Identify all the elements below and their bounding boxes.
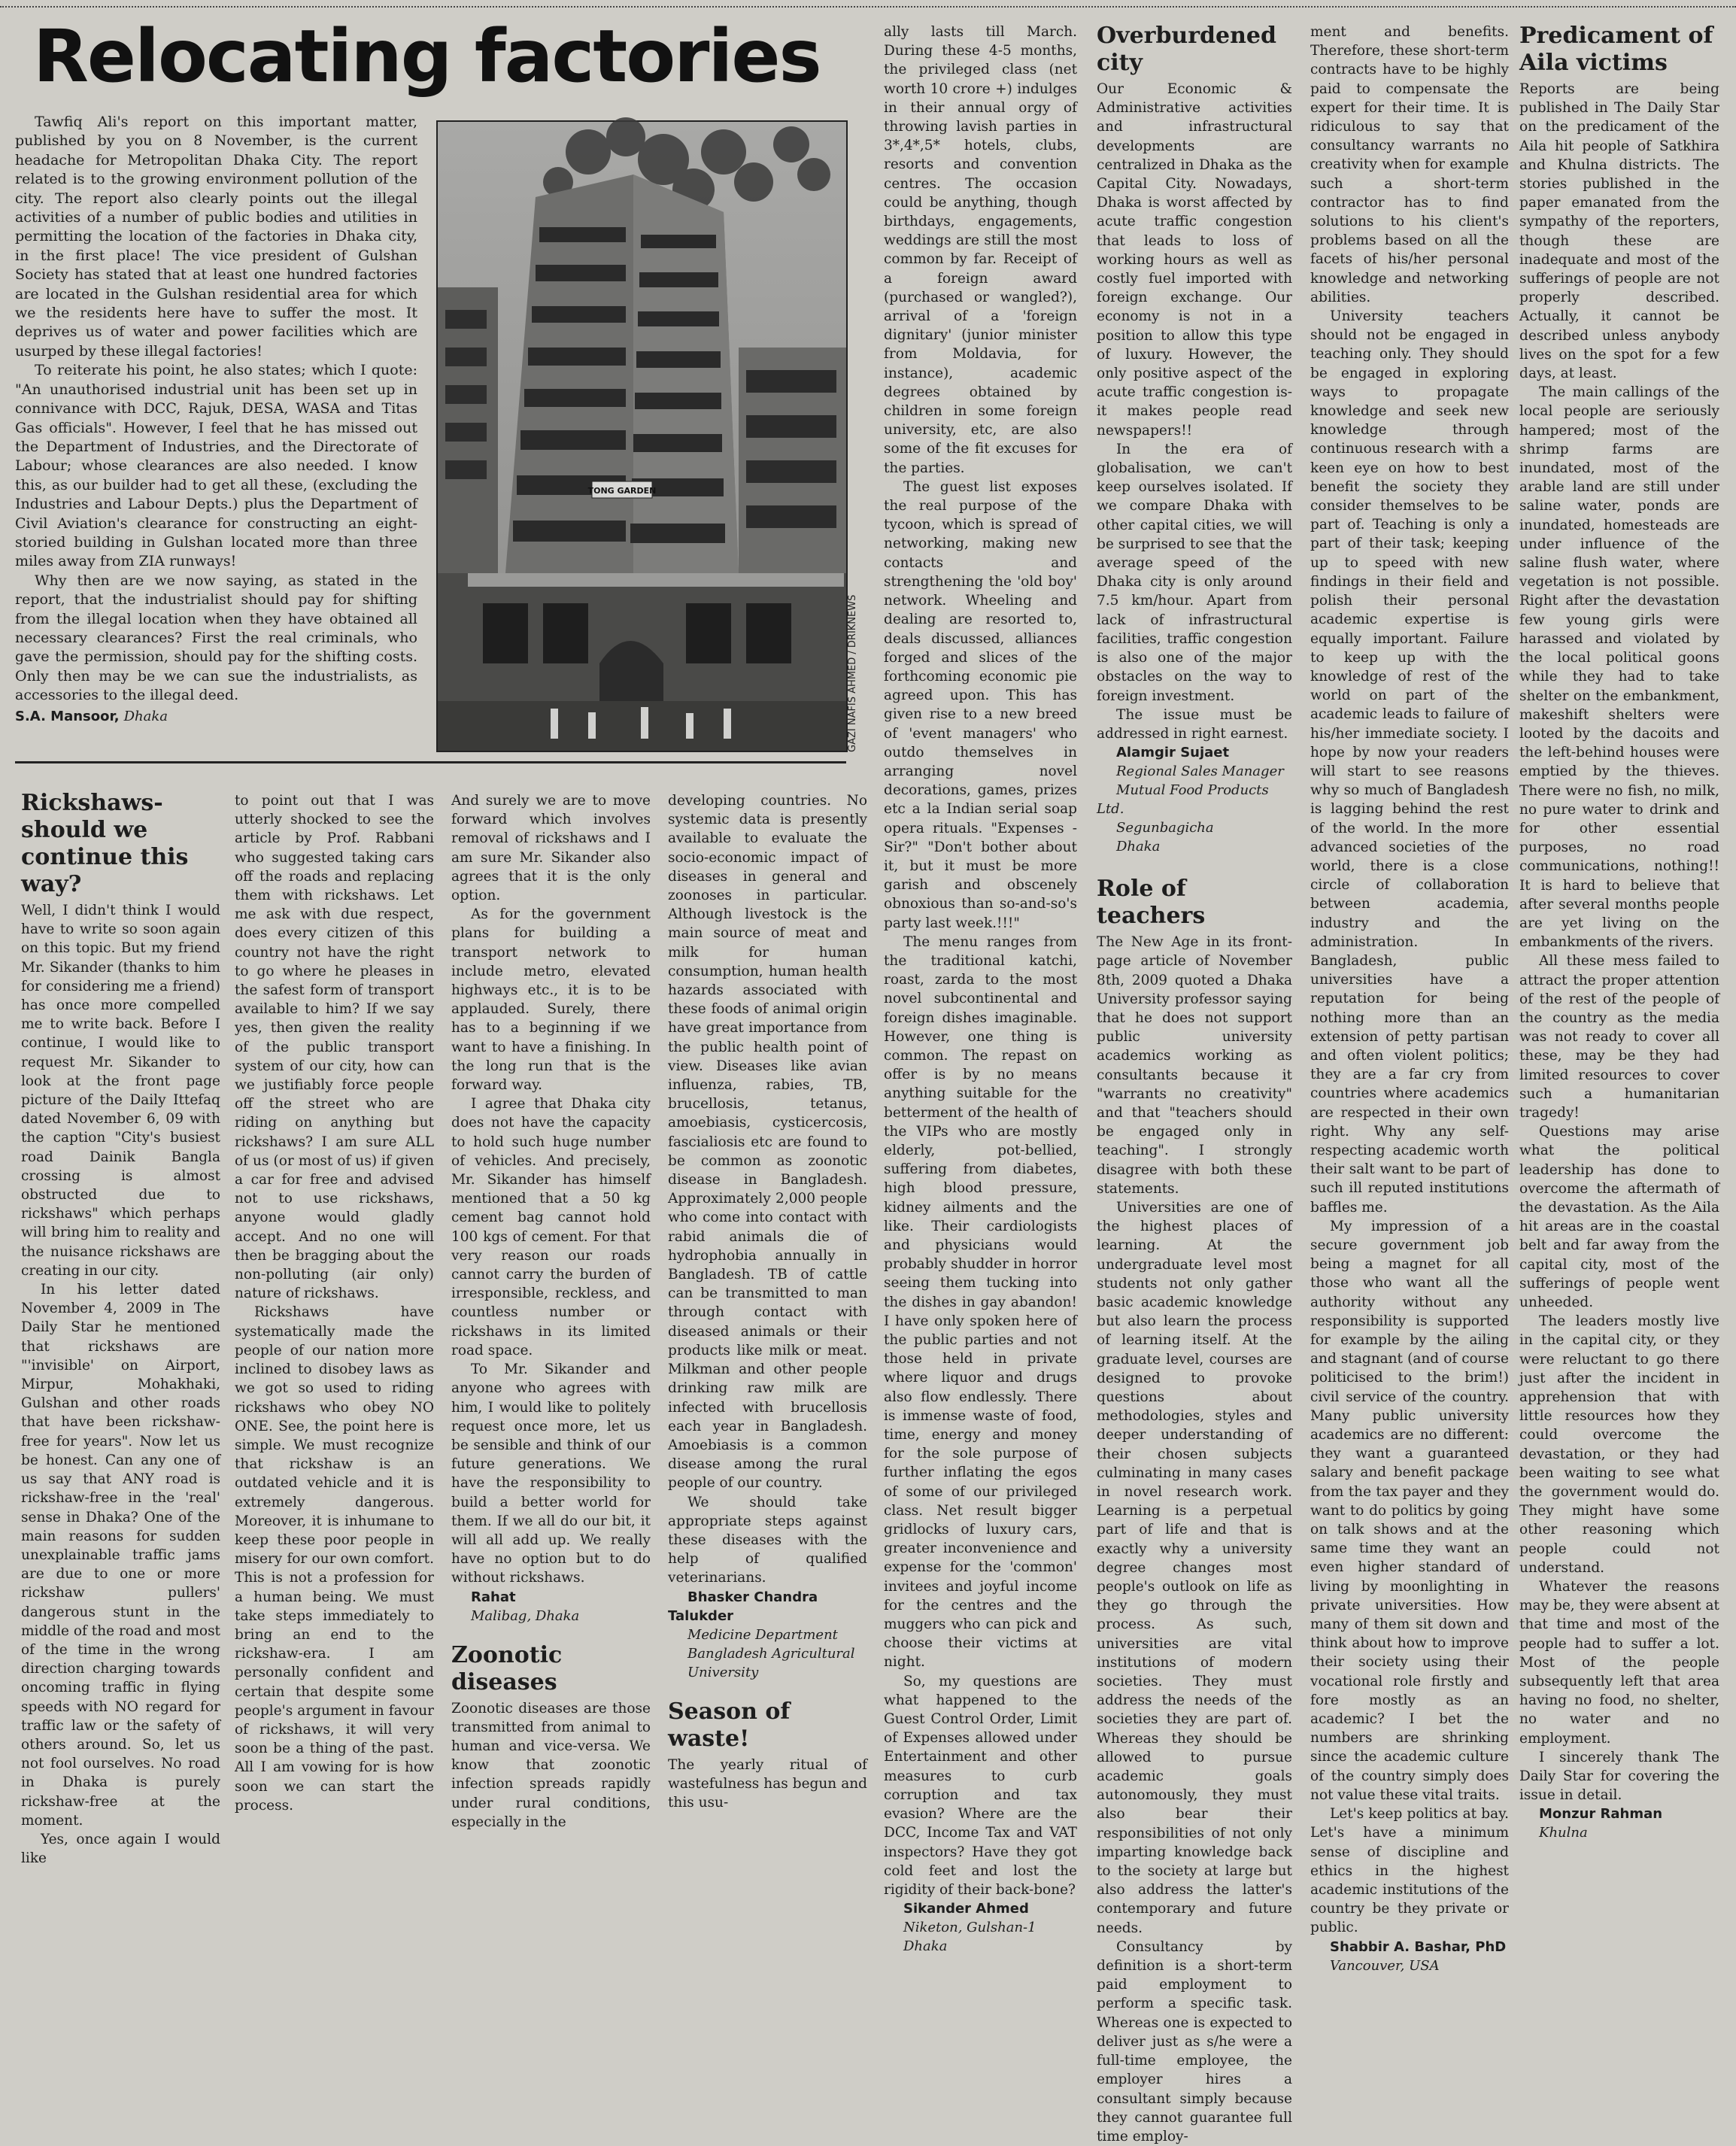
teachers-col-7 — [1310, 23, 1509, 1974]
building-photo — [436, 120, 848, 752]
overburdened-affiliation-4: Dhaka — [1116, 839, 1161, 855]
waste-affiliation-2: Dhaka — [903, 1938, 948, 1955]
overburdened-para-1: Our Economic & Administrative activities and infrastructural developments are centralized in Dhaka as the Capital City. Nowadays, Dhaka is worst affected by acute traffic congestion that leads to loss of working hours as well as costly fuel imported with foreign exchange. Our economy is not in a position to allow this type of luxury. However, the only positive aspect of the acute traffic congestion is- it makes people read newspapers!! — [1097, 81, 1292, 439]
aila-para-6: Whatever the reasons may be, they were absent at that time and most of the people had to suffer a lot. Most of the people subsequently left that area having no food, no shelter, no water and no employment. — [1519, 1579, 1719, 1747]
rickshaws-c3-para-2: As for the government plans for building a transport network to include metro, elevated highways etc., it is to be applauded. Surely, there has to a beginning if we want to have a finishing. In the long run that is the forward way. — [451, 906, 651, 1094]
page-title: Relocating factories — [33, 14, 821, 99]
zoonotic-c4-para-1: developing countries. No systemic data is presently available to evaluate the socio-economic impact of diseases in general and zoonoses in particular. Although livestock is the main source of meat and milk for human consumption, human health hazards associated with these foods of animal origin have great importance from the public health point of view. Diseases like avian influenza, rabies, TB, brucellosis, tetanus, amoebiasis, cysticercosis, fascialiosis etc are found to be common as zoonotic disease in Bangladesh. Approximately 2,000 people who come into contact with rabid animals die of hydrophobia annually in Bangladesh. TB of cattle can be transmitted to man through contact with diseased animals or their products like milk or meat. Milkman and other people drinking raw milk are infected with brucellosis each year in Bangladesh. Amoebiasis is a common disease among the rural people of our country. — [668, 793, 867, 1492]
teachers-c7-para-2: University teachers should not be engaged in teaching only. They should be engaged in exploring ways to propagate knowledge and seek new knowledge through continuous research with a keen eye on how to best benefit the society they consider themselves to be part of. Teaching is only a part of their task; keeping up to speed with new findings in their field and polish their personal academic expertise is equally important. Failure to keep up with the knowledge of rest of the world on part of the academic leads to failure of his/her immediate society. I hope by now your readers will start to see reasons why so much of Bangladesh is lagging behind the rest of the world. In the more advanced societies of the world, there is a close circle of collaboration between academia, industry and the administration. In Bangladesh, public universities have a reputation for being nothing more than an extension of petty partisan and often violent politics; they are a far cry from countries where academics are respected in their own right. Why any self-respecting academic worth their salt want to be part of such ill reputed institutions baffles me. — [1310, 308, 1509, 1216]
zoonotic-heading: Zoonotic diseases — [451, 1641, 563, 1695]
aila-para-1: Reports are being published in The Daily Star on the predicament of the Aila hit people of Satkhira and Khulna districts. The stories published in the paper emanated from the sympathy of the reporters, though these are inadequate and most of the sufferings of people are not properly described. Actually, it cannot be described unless anybody lives on the spot for a few days, at least. — [1519, 81, 1719, 382]
col-3 — [451, 791, 651, 1830]
teachers-c7-para-1: ment and benefits. Therefore, these short-term contracts have to be highly paid to compensate the expert for their time. It is ridiculous to say that consultancy warrants no creativity when for example such a short-term contractor has to find solutions to his client's problems based on all the facets of his/her personal knowledge and networking abilities. — [1310, 24, 1509, 305]
teachers-place: Vancouver, USA — [1330, 1957, 1440, 1974]
waste-c5-para-2: The guest list exposes the real purpose of the tycoon, which is spread of networking, making new contacts and strengthening the 'old boy' network. Wheeling and dealing are resorted to, deals discussed, alliances forged and slices of the forthcoming economic pie agreed upon. This has given rise to a new breed of 'event managers' who outdo themselves in arranging novel decorations, games, prizes etc a la Indian serial soap opera rituals. "Expenses - Sir?" "Don't bother about it, but it must be more garish and obscenely obnoxious than so-and-so's party last week.!!!" — [884, 478, 1077, 931]
aila-heading: Predicament of Aila victims — [1519, 23, 1713, 76]
aila-place: Khulna — [1539, 1825, 1588, 1841]
aila-col-8 — [1519, 23, 1719, 1841]
factories-para-1: Tawfiq Ali's report on this important matter, published by you on 8 November, is the current headache for Metropolitan Dhaka City. The report related is to the growing environment pollution of the city. The report also clearly points out the illegal activities of a number of public bodies and utilities in permitting the location of the factories in Dhaka city, in the first place! The vice president of Gulshan Society has stated that at least one hundred factories are located in the Gulshan residential area for which we the residents here have to suffer the most. It deprives us of water and power facilities which are usurped by these illegal factories! — [15, 114, 417, 360]
rickshaws-c1-para-1: Well, I didn't think I would have to write so soon again on this topic. But my friend Mr. Sikander (thanks to him for considering me a friend) has once more compelled me to write back. Before I continue, I would like to request Mr. Sikander to look at the front page picture of the Daily Ittefaq dated November 6, 09 with the caption "City's busiest road Dainik Bangla crossing is almost obstructed due to rickshaws" which perhaps will bring him to reality and the nuisance rickshaws are creating in our city. — [21, 903, 220, 1279]
aila-para-7: I sincerely thank The Daily Star for covering the issue in detail. — [1519, 1749, 1719, 1804]
zoonotic-affiliation-2: Bangladesh Agricultural — [687, 1645, 855, 1662]
waste-c5-para-1: ally lasts till March. During these 4-5 months, the privileged class (net worth 10 crore +) indulges in their annual orgy of throwing lavish parties in 3*,4*,5* hotels, clubs, resorts and convention centres. The occasion could be anything, though birthdays, engagements, weddings are still the most common by far. Receipt of a foreign award (purchased or wangled?), arrival of a 'foreign dignitary' (junior minister from Moldavia, for instance), academic degrees obtained by children in some foreign university, etc, are also some of the fit excuses for the parties. — [884, 24, 1077, 476]
rickshaws-c3-para-1: And surely we are to move forward which involves removal of rickshaws and I am sure Mr. Sikander also agrees that it is the only option. — [451, 793, 651, 904]
zoonotic-affiliation-3: University — [687, 1664, 759, 1680]
teachers-c6-para-3: Consultancy by definition is a short-term paid employment to perform a specific task. Whereas one is expected to deliver just as s/he were a full-time employee, the employer hires a consultant simply because they cannot guarantee full time employ- — [1097, 1938, 1292, 2144]
teachers-author: Shabbir A. Bashar, PhD — [1330, 1938, 1507, 1955]
zoonotic-affiliation-1: Medicine Department — [687, 1626, 838, 1643]
aila-para-2: The main callings of the local people are seriously hampered; most of the shrimp farms are inundated, most of the arable land are still under saline water, ponds are inundated, homesteads are under influence of the saline flush water, where vegetation is not possible. Right after the devastation few young girls were harassed and violated by the local political goons while they had to take shelter on the embankment, makeshift shelters were looted by the dacoits and the left-behind houses were emptied by the thieves. There were no fish, no milk, no pure water to drink and for other essential purposes, no road communications, nothing!! It is hard to believe that after several months people are yet living on the embankments of the rivers. — [1519, 384, 1719, 951]
waste-heading: Season of waste! — [668, 1698, 791, 1752]
rickshaws-c1-para-3: Yes, once again I would like — [21, 1831, 220, 1867]
waste-c5-para-4: So, my questions are what happened to the Guest Control Order, Limit of Expenses allowed under Entertainment and other measures to curb corruption and tax evasion? Where are the DCC, Income Tax and VAT inspectors? Have they got cold feet and lost the rigidity of their back-bone? — [884, 1673, 1077, 1898]
rickshaws-col-2 — [235, 791, 434, 1814]
rickshaws-c1-para-2: In his letter dated November 4, 2009 in The Daily Star he mentioned that rickshaws are "'invisible' on Airport, Mirpur, Mohakhaki, Gulshan and other roads that have been rickshaw-free for years". Now let us be honest. Can any one of us say that ANY road is rickshaw-free in the 'real' sense in Dhaka? One of the main reasons for sudden unexplainable traffic jams are due to one or more rickshaw pullers' dangerous stunt in the middle of the road and most of the time in the wrong direction charging towards oncoming traffic in flying speeds with NO regard for traffic law or the safety of others around. So, let us not fool ourselves. No road in Dhaka is purely rickshaw-free at the moment. — [21, 1282, 220, 1829]
factories-author: S.A. Mansoor, — [15, 708, 120, 724]
overburdened-affiliation-1: Regional Sales Manager — [1116, 763, 1284, 780]
overburdened-para-3: The issue must be addressed in right earnest. — [1097, 706, 1292, 742]
factories-place: Dhaka — [123, 708, 168, 724]
col-6 — [1097, 23, 1292, 2144]
aila-para-4: Questions may arise what the political leadership has done to overcome the aftermath of the devastation. As the Aila hit areas are in the coastal belt and far away from the capital city, most of the sufferings of people went unheeded. — [1519, 1124, 1719, 1310]
rickshaws-heading: Rickshaws- should we continue this way? — [21, 790, 189, 897]
rickshaws-col-1 — [21, 790, 220, 1867]
factories-para-2: To reiterate his point, he also states; which I quote: "An unauthorised industrial unit has been set up in connivance with DCC, Rajuk, DESA, WASA and Titas Gas officials". However, I feel that he has missed out the Department of Industries, and the Directorate of Labour; whose clearances are also needed. I know this, as our builder had to get all these, (excluding the Industries and Labour Depts.) plus the Department of Civil Aviation's clearance for constructing an eight-storied building in Gulshan located more than three miles away from ZIA runways! — [15, 362, 417, 570]
factories-signature — [15, 707, 417, 726]
overburdened-affiliation-3: Segunbagicha — [1116, 820, 1214, 836]
waste-c4-para: The yearly ritual of wastefulness has begun and this usu- — [668, 1756, 867, 1811]
factories-para-3: Why then are we now saying, as stated in the report, that the industrialist should pay for shifting from the illegal location when they have obtained all necessary clearances? First the real criminals, who gave the permission, should pay for the shifting costs. Only then may be we can sue the industrialists, as accessories to the illegal deed. — [15, 572, 417, 704]
aila-para-3: All these mess failed to attract the proper attention of the rest of the people of the country as the media was not ready to cover all these, may be they had limited resources to cover such a humanitarian tragedy! — [1519, 953, 1719, 1121]
teachers-c6-para-1: The New Age in its front-page article of November 8th, 2009 quoted a Dhaka University professor saying that he does not support public university academics working as consultants because it "warrants no creativity" and that "teachers should be engaged only in teaching". I strongly disagree with both these statements. — [1097, 934, 1292, 1197]
col-4 — [668, 791, 867, 1811]
zoonotic-c4-para-2: We should take appropriate steps against these diseases with the help of qualified veterinarians. — [668, 1494, 867, 1586]
rickshaws-c3-para-4: To Mr. Sikander and anyone who agrees with him, I would like to politely request once more, let us be sensible and think of our future generations. We have the responsibility to build a better world for them. If we all do our bit, it will all add up. We really have no option but to do without rickshaws. — [451, 1361, 651, 1586]
zoonotic-author: Bhasker Chandra Talukder — [668, 1589, 818, 1624]
factories-letter — [15, 113, 417, 752]
waste-c5-para-3: The menu ranges from the traditional katchi, roast, zarda to the most novel subcontinental and foreign dishes imaginable. However, one thing is common. The repast on offer is by no means anything suitable for the betterment of the health of the VIPs who are mostly elderly, pot-bellied, suffering from diabetes, high blood pressure, kidney ailments and the like. Their cardiologists and physicians would probably shudder in horror seeing them tucking into the dishes in gay abandon! I have only spoken here of the public parties and not those held in private where liquor and drugs also flow endlessly. There is immense waste of food, time, energy and money for the sole purpose of further inflating the egos of some of our privileged class. Net result bigger gridlocks of luxury cars, greater inconvenience and expense for the 'common' invitees and joyful income for the centres and the muggers who can pick and choose their victims at night. — [884, 933, 1077, 1671]
teachers-heading: Role of teachers — [1097, 876, 1206, 930]
overburdened-affiliation-2: Mutual Food Products Ltd. — [1097, 782, 1269, 818]
zoonotic-c3-para: Zoonotic diseases are those transmitted from animal to human and vice-versa. We know that zoonotic infection spreads rapidly under rural conditions, especially in the — [451, 1700, 651, 1830]
building-illustration — [438, 122, 846, 751]
aila-author: Monzur Rahman — [1539, 1806, 1663, 1823]
waste-col-5 — [884, 23, 1077, 1955]
rickshaws-c2-para-1: to point out that I was utterly shocked to see the article by Prof. Rabbani who suggested taking cars off the roads and replacing them with rickshaws. Let me ask with due respect, does every citizen of this country not have the right to go where he pleases in the safest form of transport available to him? If we say yes, then given the reality of the public transport system of our city, how can we justifiably force people off the street who are riding on anything but rickshaws? I am sure ALL of us (or most of us) if given a car for free and advised not to use rickshaws, anyone would gladly accept. And no one will then be bragging about the non-polluting (air only) nature of rickshaws. — [235, 793, 434, 1302]
teachers-c6-para-2: Universities are one of the highest places of learning. At the undergraduate level most students not only gather basic academic knowledge but also learn the process of learning itself. At the graduate level, courses are designed to provoke questions about methodologies, styles and deeper understanding of their chosen subjects culminating in many cases in novel research work. Learning is a perpetual part of life and that is exactly why a university degree changes most people's outlook on life as they go through the process. As such, universities are vital institutions of modern societies. They must address the needs of the societies they are part of. Whereas they should be allowed to pursue academic goals autonomously, they must also bear their responsibilities of not only imparting knowledge back to the society at large but also address the latter's contemporary and future needs. — [1097, 1199, 1292, 1936]
section-divider — [15, 761, 846, 763]
teachers-c7-para-3: My impression of a secure government job being a magnet for all those who want all the authority without any responsibility is supported for example by the ailing and stagnant (and of course politicised to the brim!) civil service of the country. Many public university academics are no different: they want a guaranteed salary and benefit package from the tax payer and they want to do politics by going on talk shows and at the same time they want an even higher standard of living by moonlighting in private universities. How many of them sit down and think about how to improve their society using their vocational role firstly and fore mostly as an academic? I bet the numbers are shrinking since the academic culture of the country simply does not value these vital traits. — [1310, 1218, 1509, 1803]
overburdened-author: Alamgir Sujaet — [1116, 745, 1230, 761]
teachers-c7-para-4: Let's keep politics at bay. Let's have a minimum sense of discipline and ethics in the highest academic institutions of the country be they private or public. — [1310, 1806, 1509, 1936]
rickshaws-place: Malibag, Dhaka — [471, 1607, 580, 1624]
waste-affiliation-1: Niketon, Gulshan-1 — [903, 1920, 1036, 1936]
aila-para-5: The leaders mostly live in the capital city, or they were reluctant to go there just after the incident in apprehension that with little resources how they could overcome the devastation, or they had been waiting to see what the government would do. They might have some other reasoning which people could not understand. — [1519, 1313, 1719, 1576]
overburdened-para-2: In the era of globalisation, we can't keep ourselves isolated. If we compare Dhaka with other capital cities, we will be surprised to see that the average speed of the Dhaka city is only around 7.5 km/hour. Apart from lack of infrastructural facilities, traffic congestion is also one of the major obstacles on the way to foreign investment. — [1097, 441, 1292, 704]
rickshaws-c2-para-2: Rickshaws have systematically made the people of our nation more inclined to disobey laws as we got so used to riding rickshaws who obey NO ONE. See, the point here is simple. We must recognize that rickshaw is an outdated vehicle and it is extremely dangerous. Moreover, it is inhumane to keep these poor people in misery for our own comfort. This is not a profession for a human being. We must take steps immediately to bring an end to the rickshaw-era. I am personally confident and certain that despite some people's argument in favour of rickshaws, it will very soon be a thing of the past. All I am vowing for is how soon we can start the process. — [235, 1304, 434, 1814]
building-sign: TONG GARDEN — [587, 486, 657, 496]
top-dotted-border — [0, 0, 1736, 8]
rickshaws-c3-para-3: I agree that Dhaka city does not have the capacity to hold such huge number of vehicles. And precisely, Mr. Sikander has himself mentioned that a 50 kg cement bag cannot hold 100 kgs of cement. For that very reason our roads cannot carry the burden of irresponsible, reckless, and countless number or rickshaws in its limited road space. — [451, 1096, 651, 1358]
overburdened-heading: Overburdened city — [1097, 23, 1276, 76]
photo-credit: GAZI NAFIS AHMED / DRIKNEWS — [847, 594, 858, 752]
rickshaws-author: Rahat — [471, 1589, 516, 1605]
waste-author: Sikander Ahmed — [903, 1901, 1029, 1917]
